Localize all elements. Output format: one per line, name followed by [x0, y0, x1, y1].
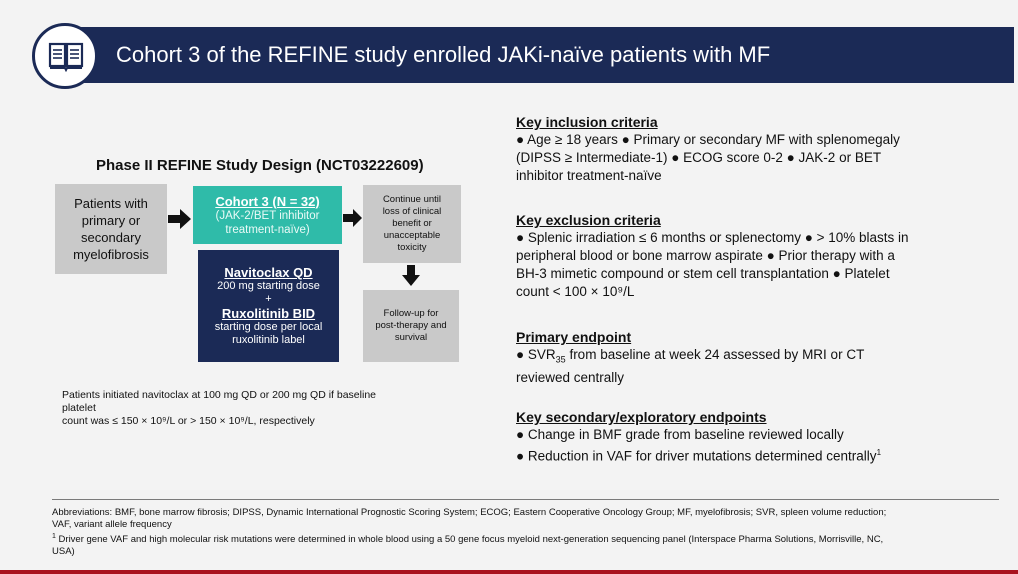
arrow-down-icon [401, 265, 421, 287]
arrow-right-icon [343, 208, 363, 228]
inclusion-heading: Key inclusion criteria [516, 114, 658, 130]
treatment-box [198, 250, 339, 362]
primary-endpoint-heading: Primary endpoint [516, 329, 632, 345]
exclusion-line: count < 100 × 10⁹/L [516, 284, 635, 299]
patients-line: Patients with [74, 196, 148, 211]
footnote-text: Driver gene VAF and high molecular risk mutations were determined in whole blood using a 50 gene focus myeloid next-generation sequencing panel (Interspace Pharma Solutions, Morrisville, NC, [55, 534, 884, 546]
abbreviations-line: Abbreviations: BMF, bone marrow fibrosis; DIPSS, Dynamic International Prognostic Scoring System; ECOG; Eastern Cooperative Oncology Group; MF, myelofibrosis; SVR, spleen volume reduction; [52, 507, 887, 518]
cohort-subtitle-line: treatment-naïve) [225, 223, 310, 236]
secondary-endpoint-line [516, 444, 956, 466]
study-design-title: Phase II REFINE Study Design (NCT03222609) [96, 157, 424, 174]
continue-line: toxicity [397, 242, 427, 253]
inclusion-line: ● Age ≥ 18 years ● Primary or secondary MF with splenomegaly [516, 132, 900, 147]
exclusion-heading: Key exclusion criteria [516, 212, 661, 228]
primary-endpoint-line [516, 346, 956, 369]
cohort-box [193, 186, 342, 244]
follow-up-box [363, 290, 459, 362]
drug2-dose-line: starting dose per local [214, 321, 323, 333]
exclusion-line: BH-3 mimetic compound or stem cell transplantation ● Platelet [516, 266, 890, 281]
drug1-name: Navitoclax QD [224, 265, 313, 280]
follow-up-line: post-therapy and [375, 320, 447, 331]
dosing-footnote [62, 389, 382, 428]
secondary-line2-text: ● Reduction in VAF for driver mutations determined centrally [516, 448, 877, 464]
patients-line: primary or [81, 213, 141, 228]
plus-sign: + [265, 293, 272, 305]
abbreviations-block [52, 507, 992, 558]
exclusion-section [516, 211, 956, 301]
exclusion-line: peripheral blood or bone marrow aspirate ● Prior therapy with a [516, 248, 895, 263]
drug2-name: Ruxolitinib BID [221, 306, 316, 321]
exclusion-line: ● Splenic irradiation ≤ 6 months or splenectomy ● > 10% blasts in [516, 230, 909, 245]
primary-endpoint-line: reviewed centrally [516, 369, 625, 385]
cohort-subtitle-line: (JAK-2/BET inhibitor [215, 209, 320, 222]
slide-title: Cohort 3 of the REFINE study enrolled JAKi-naïve patients with MF [116, 42, 771, 67]
inclusion-line: (DIPSS ≥ Intermediate-1) ● ECOG score 0-2 ● JAK-2 or BET [516, 150, 882, 165]
continue-line: benefit or [392, 218, 432, 229]
follow-up-line: survival [394, 332, 428, 343]
bottom-accent-bar [0, 570, 1018, 574]
inclusion-section [516, 113, 956, 185]
dosing-footnote-line: Patients initiated navitoclax at 100 mg QD or 200 mg QD if baseline platelet [62, 389, 376, 414]
title-bar [60, 27, 1014, 83]
inclusion-line: inhibitor treatment-naïve [516, 168, 662, 183]
drug1-dose: 200 mg starting dose [217, 280, 320, 292]
footnote-number: 1 [52, 533, 56, 540]
follow-up-line: Follow-up for [383, 308, 439, 319]
continue-line: unacceptable [383, 230, 441, 241]
patients-line: myelofibrosis [73, 247, 149, 262]
primary-subscript: 35 [555, 354, 566, 365]
abbreviations-line: VAF, variant allele frequency [52, 519, 172, 530]
continue-box [363, 185, 461, 263]
primary-rest: from baseline at week 24 assessed by MRI or CT [565, 347, 865, 362]
footnote-marker: 1 [876, 448, 882, 457]
primary-prefix: ● SVR [516, 347, 556, 362]
dosing-footnote-line: count was ≤ 150 × 10⁹/L or > 150 × 10⁹/L, respectively [62, 415, 315, 427]
cohort-title: Cohort 3 (N = 32) [215, 193, 320, 209]
drug2-dose-line: ruxolitinib label [232, 334, 305, 346]
continue-line: Continue until [382, 194, 442, 205]
secondary-endpoint-heading: Key secondary/exploratory endpoints [516, 409, 767, 425]
patients-box [55, 184, 167, 274]
book-icon [32, 23, 98, 89]
secondary-endpoint-section [516, 408, 956, 466]
footer-divider [52, 499, 999, 500]
arrow-right-icon [168, 208, 192, 230]
primary-endpoint-section [516, 328, 956, 387]
footnote-line [52, 531, 992, 546]
footnote-line: USA) [52, 546, 75, 558]
patients-line: secondary [81, 230, 141, 245]
continue-line: loss of clinical [382, 206, 442, 217]
secondary-endpoint-line: ● Change in BMF grade from baseline reviewed locally [516, 427, 844, 442]
